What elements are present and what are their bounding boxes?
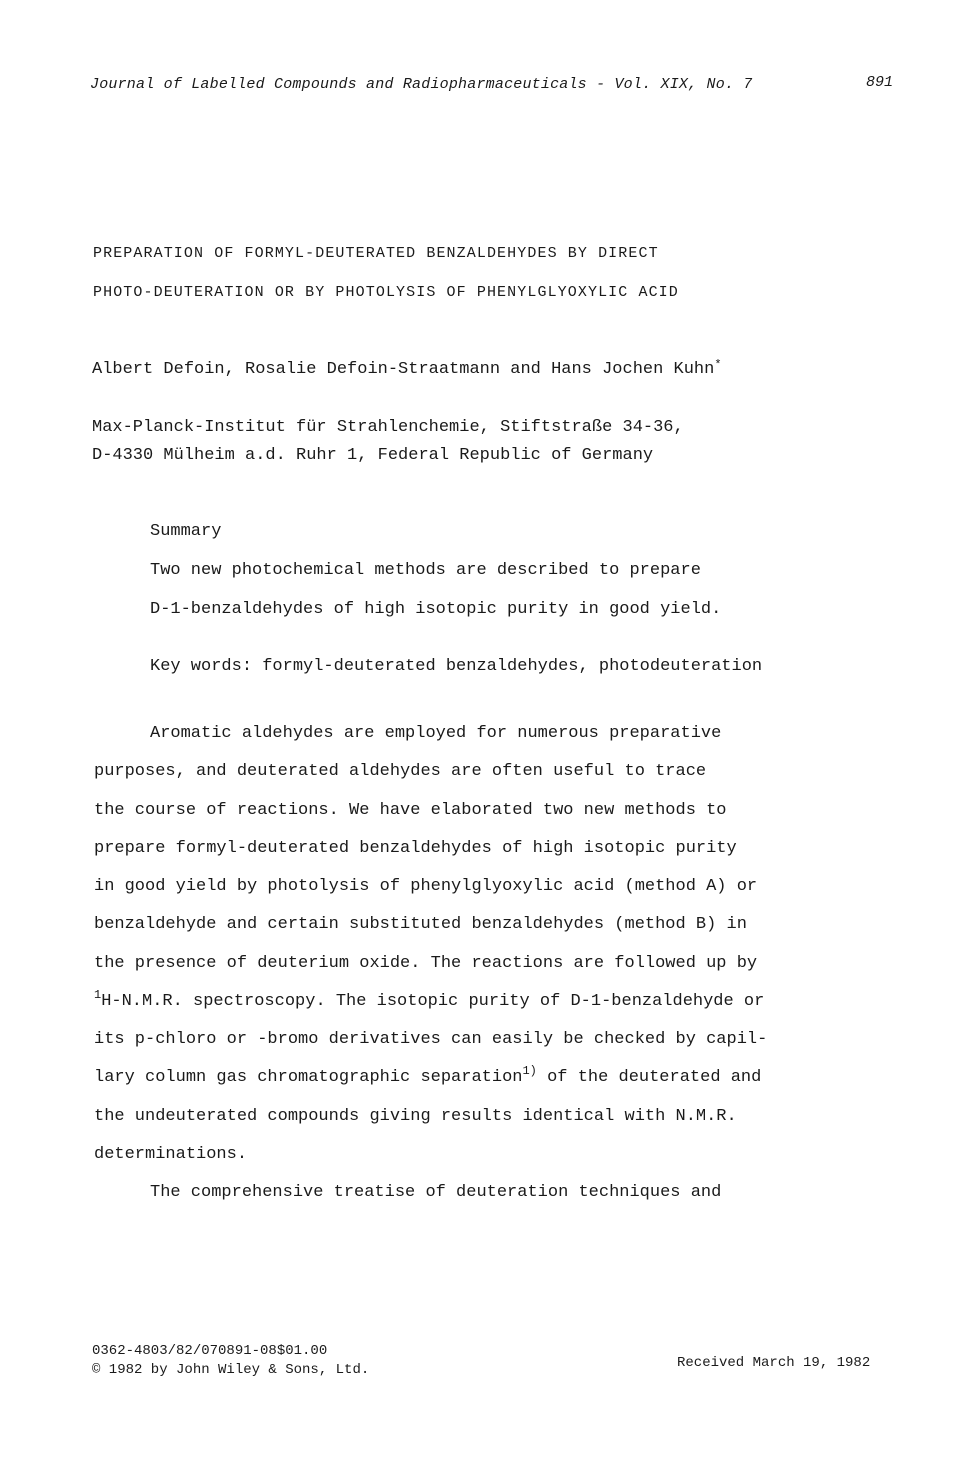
citation-text-after: of the deuterated and	[536, 1068, 762, 1087]
body-line: determinations.	[94, 1145, 248, 1164]
title-line-1: PREPARATION OF FORMYL-DEUTERATED BENZALDEHYDES BY DIRECT	[93, 245, 659, 262]
summary-line-1: Two new photochemical methods are described to prepare	[150, 561, 701, 580]
body-line: the undeuterated compounds giving results identical with N.M.R.	[94, 1107, 737, 1126]
affiliation-line-2: D-4330 Mülheim a.d. Ruhr 1, Federal Republic of Germany	[92, 446, 654, 465]
nmr-superscript: 1	[94, 988, 102, 1002]
body-line: Aromatic aldehydes are employed for numerous preparative	[150, 724, 722, 743]
citation-text-before: lary column gas chromatographic separation	[94, 1068, 523, 1087]
page-number: 891	[866, 74, 894, 91]
body-line: purposes, and deuterated aldehydes are often useful to trace	[94, 762, 707, 781]
nmr-text: H-N.M.R. spectroscopy. The isotopic purity of D-1-benzaldehyde or	[101, 992, 765, 1011]
body-line: the presence of deuterium oxide. The reactions are followed up by	[94, 954, 758, 973]
footer-received: Received March 19, 1982	[677, 1355, 871, 1371]
body-line: prepare formyl-deuterated benzaldehydes of high isotopic purity	[94, 839, 737, 858]
journal-header: Journal of Labelled Compounds and Radiopharmaceuticals - Vol. XIX, No. 7	[90, 76, 753, 93]
footer-code: 0362-4803/82/070891-08$01.00	[92, 1343, 328, 1359]
author-names: Albert Defoin, Rosalie Defoin-Straatmann and Hans Jochen Kuhn	[92, 360, 715, 379]
corresponding-author-mark: *	[714, 358, 722, 372]
body-line: benzaldehyde and certain substituted benzaldehydes (method B) in	[94, 915, 747, 934]
summary-line-2: D-1-benzaldehydes of high isotopic purity in good yield.	[150, 600, 722, 619]
body-line: its p-chloro or -bromo derivatives can easily be checked by capil-	[94, 1030, 768, 1049]
keywords: Key words: formyl-deuterated benzaldehydes, photodeuteration	[150, 657, 763, 676]
affiliation-line-1: Max-Planck-Institut für Strahlenchemie, Stiftstraße 34-36,	[92, 418, 684, 437]
citation-reference: 1)	[522, 1064, 537, 1078]
body-line-nmr	[94, 988, 765, 1011]
body-line-citation	[94, 1064, 762, 1087]
authors	[92, 360, 722, 379]
body-line: the course of reactions. We have elaborated two new methods to	[94, 801, 727, 820]
body-line: in good yield by photolysis of phenylglyoxylic acid (method A) or	[94, 877, 758, 896]
summary-heading: Summary	[150, 522, 222, 541]
title-line-2: PHOTO-DEUTERATION OR BY PHOTOLYSIS OF PHENYLGLYOXYLIC ACID	[93, 284, 679, 301]
body-line: The comprehensive treatise of deuteration techniques and	[150, 1183, 722, 1202]
footer-copyright: © 1982 by John Wiley & Sons, Ltd.	[92, 1362, 370, 1378]
